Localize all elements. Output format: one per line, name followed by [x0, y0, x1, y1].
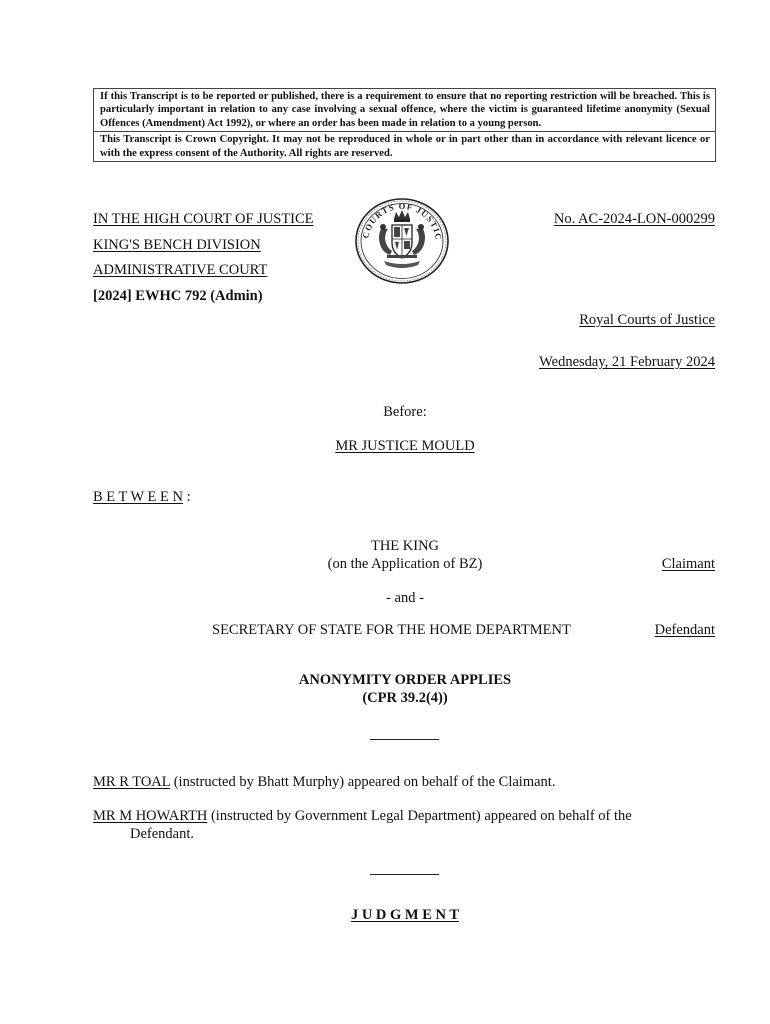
between-text: B E T W E E N — [93, 489, 183, 505]
anonymity-order-rule: (CPR 39.2(4)) — [362, 690, 448, 706]
and-separator: - and - — [386, 590, 424, 606]
reporting-notice-text: If this Transcript is to be reported or published, there is a requirement to ensure that no reporting restriction will be breached. This is particularly important in relation to any case involving a sexual offence, where the victim is guaranteed lifetime anonymity (Sexual Offences (Amendment) Act 1992), or where an order has been made in relation to a young person. — [100, 91, 710, 129]
defendant-counsel-name: MR M HOWARTH — [93, 808, 208, 824]
judge-name: MR JUSTICE MOULD — [335, 438, 475, 454]
division-name: KING'S BENCH DIVISION — [93, 237, 261, 253]
royal-coat-of-arms-icon — [354, 197, 450, 285]
court-subdivision: ADMINISTRATIVE COURT — [93, 262, 268, 278]
defendant-counsel — [93, 808, 632, 825]
claimant-name: THE KING — [370, 538, 440, 554]
hearing-date: Wednesday, 21 February 2024 — [539, 354, 715, 370]
court-name: IN THE HIGH COURT OF JUSTICE — [93, 211, 314, 227]
case-number: No. AC-2024-LON-000299 — [553, 211, 715, 227]
between-label — [93, 489, 191, 506]
neutral-citation: [2024] EWHC 792 (Admin) — [93, 288, 263, 304]
seal-text: COURTS OF JUSTIC — [360, 200, 445, 242]
claimant-counsel — [93, 774, 555, 791]
claimant-role: Claimant — [661, 556, 715, 572]
copyright-notice-text: This Transcript is Crown Copyright. It may not be reproduced in whole or in part other than in accordance with relevant licence or with the express consent of the Authority. All rights are reserved. — [94, 131, 715, 161]
divider-line — [370, 739, 439, 740]
anonymity-order: ANONYMITY ORDER APPLIES — [298, 672, 512, 688]
reporting-restriction-notice — [93, 88, 716, 162]
defendant-counsel-continuation: Defendant. — [130, 826, 195, 842]
venue: Royal Courts of Justice — [579, 312, 715, 328]
claimant-counsel-name: MR R TOAL — [93, 774, 171, 790]
defendant-counsel-text: (instructed by Government Legal Department) appeared on behalf of the — [207, 808, 632, 824]
divider-line — [370, 874, 439, 875]
defendant-name: SECRETARY OF STATE FOR THE HOME DEPARTMENT — [212, 622, 571, 638]
between-colon: : — [182, 489, 191, 505]
claimant-application: (on the Application of BZ) — [327, 556, 483, 572]
before-label: Before: — [383, 404, 427, 420]
court-seal — [354, 197, 450, 285]
defendant-role: Defendant — [654, 622, 715, 638]
claimant-counsel-text: (instructed by Bhatt Murphy) appeared on behalf of the Claimant. — [170, 774, 556, 790]
judgment-heading: J U D G M E N T — [350, 907, 460, 923]
